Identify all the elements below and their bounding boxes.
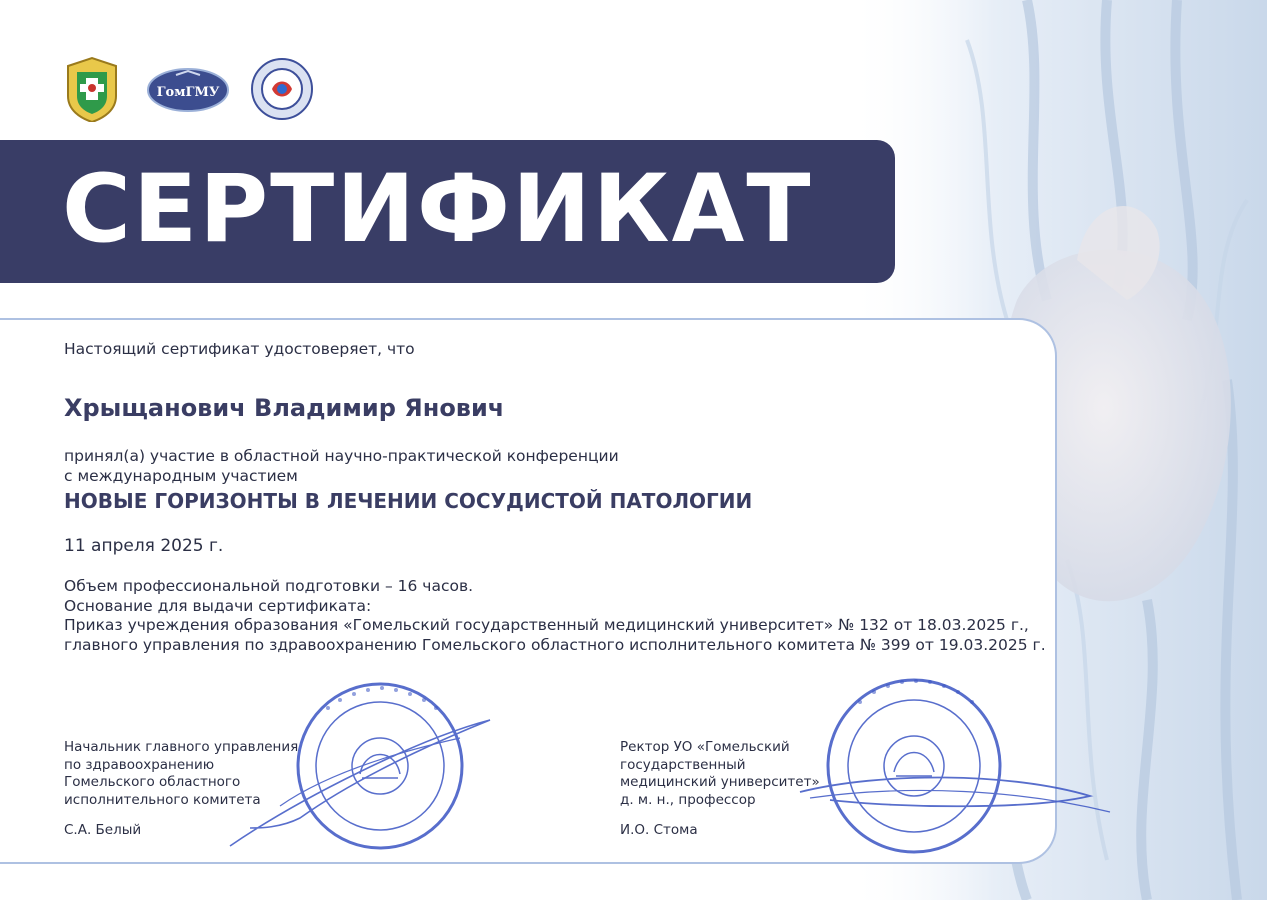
position-line: государственный [620,756,746,773]
certificate-title: СЕРТИФИКАТ [62,155,813,264]
right-signatory-name: И.О. Стома [620,822,698,838]
participation-line: с международным участием [64,467,298,485]
medical-center-emblem-icon [250,57,314,121]
event-date: 11 апреля 2025 г. [64,536,224,556]
gomel-region-coat-of-arms-icon [62,56,122,122]
position-line: Ректор УО «Гомельский [620,739,790,755]
left-signatory-name: С.А. Белый [64,822,142,838]
participation-text [64,446,619,486]
position-line: Начальник главного управления [64,739,299,755]
position-line: по здравоохранению [64,756,215,773]
position-line: д. м. н., профессор [620,791,756,808]
recipient-name: Хрыщанович Владимир Янович [64,394,505,422]
left-official-stamp [220,678,500,858]
basis-line: Основание для выдачи сертификата: [64,596,372,615]
intro-text: Настоящий сертификат удостоверяет, что [64,340,415,358]
basis-line: Приказ учреждения образования «Гомельский государственный медицинский университет» № 132 от 18.03.2025 г., [64,616,1029,634]
conference-title: НОВЫЕ ГОРИЗОНТЫ В ЛЕЧЕНИИ СОСУДИСТОЙ ПАТОЛОГИИ [64,489,753,513]
position-line: Гомельского областного [64,774,241,790]
position-line: медицинский университет» [620,774,820,790]
certificate-basis [64,577,1046,655]
gomgmu-logo [146,67,230,113]
basis-line: главного управления по здравоохранению Гомельского областного исполнительного комитета № 399 от 19.03.2025 г. [64,635,1046,654]
basis-line: Объем профессиональной подготовки – 16 часов. [64,577,474,595]
university-logo-text: ГомГМУ [156,85,220,100]
right-official-stamp [790,672,1130,856]
position-line: исполнительного комитета [64,791,261,808]
participation-line: принял(а) участие в областной научно-практической конференции [64,447,619,465]
title-banner [0,140,895,283]
